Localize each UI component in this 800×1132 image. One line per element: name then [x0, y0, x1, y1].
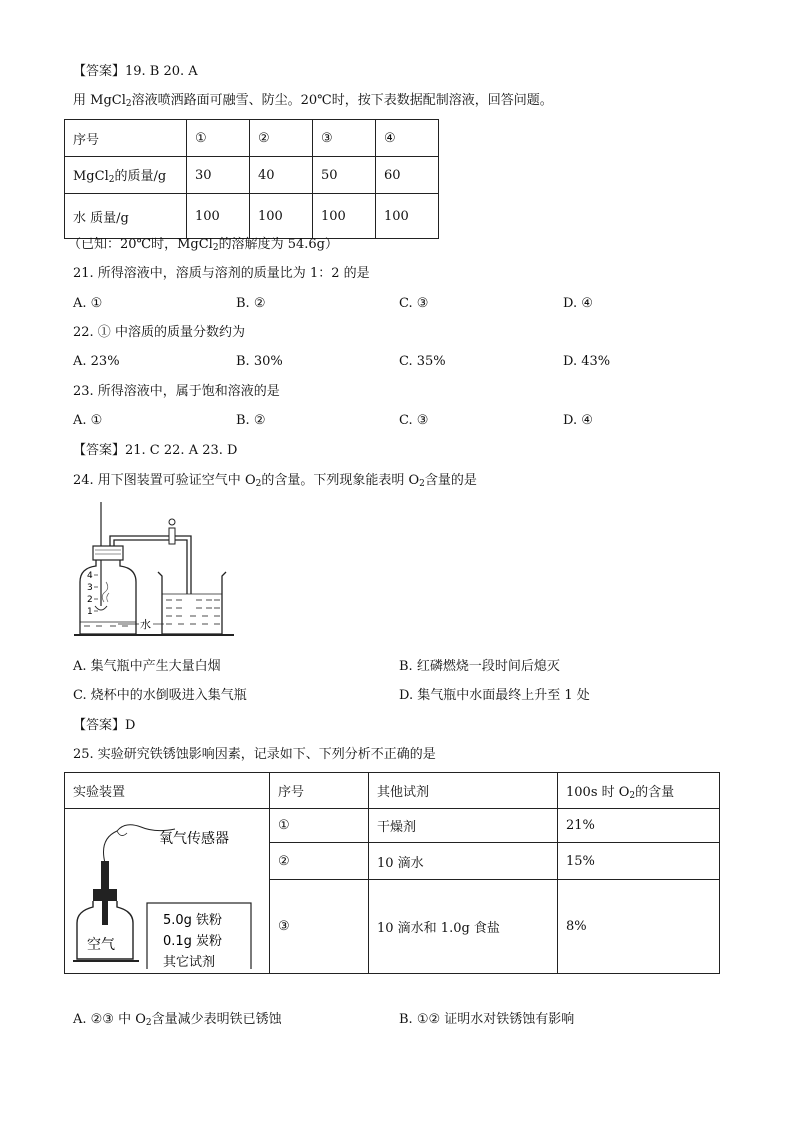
oxygen-sensor-label: 氧气传感器: [159, 831, 229, 847]
combustion-spoon: [95, 606, 107, 610]
option-a: [73, 1011, 282, 1032]
table-header: 序号: [270, 773, 369, 809]
table-cell: 100: [376, 194, 439, 239]
question-21-stem: 21. 所得溶液中，溶质与溶剂的质量比为 1：2 的是: [73, 266, 370, 281]
answer-24: 【答案】D: [73, 718, 136, 733]
table-cell: 10 滴水: [369, 843, 558, 880]
option-c: C. 35%: [399, 354, 446, 369]
table-cell: 50: [313, 157, 376, 194]
content-line: 5.0g 铁粉: [163, 913, 223, 928]
label-pre: MgCl: [73, 169, 109, 184]
table-cell: 40: [250, 157, 313, 194]
intro-text: [73, 92, 553, 113]
table-header: 实验装置: [65, 773, 270, 809]
header-pre: 100s 时 O: [566, 784, 630, 800]
question-24-stem: [73, 472, 477, 493]
note-pre: （已知：20℃时，MgCl: [68, 237, 213, 252]
stem-post: 含量的是: [424, 473, 477, 488]
air-label: 空气: [87, 937, 115, 953]
beaker: [158, 572, 226, 634]
scale-mark: 4: [87, 571, 93, 581]
stem-pre: 24. 用下图装置可验证空气中 O: [73, 473, 256, 488]
header-sub: 2: [629, 790, 636, 801]
table-cell: ③: [270, 880, 369, 974]
answer-19-20: 【答案】19. B 20. A: [73, 64, 198, 79]
table-cell: 8%: [558, 880, 720, 974]
option-d: D. 集气瓶中水面最终上升至 1 处: [399, 688, 590, 703]
stem-mid: 的含量。下列现象能表明 O: [261, 473, 420, 488]
intro-pre: 用 MgCl: [73, 93, 126, 108]
table-cell: 21%: [558, 809, 720, 843]
content-line: 0.1g 炭粉: [163, 934, 223, 949]
table-header: [558, 773, 720, 809]
table-cell: 序号: [65, 120, 187, 157]
table-cell: ③: [313, 120, 376, 157]
question-25-stem: 25. 实验研究铁锈蚀影响因素，记录如下、下列分析不正确的是: [73, 747, 436, 762]
option-c: C. 烧杯中的水倒吸进入集气瓶: [73, 688, 247, 703]
table-row: [65, 809, 720, 843]
content-line: 其它试剂: [163, 955, 216, 969]
option-a: A. 23%: [73, 354, 120, 369]
table-cell: 30: [187, 157, 250, 194]
question-22-stem: 22. ① 中溶质的质量分数约为: [73, 325, 245, 340]
iron-rust-apparatus: [65, 809, 269, 969]
table-row: [65, 157, 439, 194]
option-d: D. ④: [563, 296, 593, 311]
scale-mark: 3: [87, 583, 93, 593]
table-cell: 干燥剂: [369, 809, 558, 843]
stem-sub: 2: [255, 479, 262, 489]
option-b: B. ②: [236, 413, 266, 428]
table-cell: ①: [270, 809, 369, 843]
option-d: D. 43%: [563, 354, 611, 369]
table-header: 其他试剂: [369, 773, 558, 809]
scale-mark: 2: [87, 595, 93, 605]
iron-rust-table: [64, 772, 720, 974]
option-post: 含量减少表明铁已锈蚀: [151, 1012, 282, 1027]
table-cell: 100: [187, 194, 250, 239]
option-b: B. 30%: [236, 354, 283, 369]
note-post: 的溶解度为 54.6g）: [218, 237, 338, 252]
option-sub: 2: [145, 1018, 152, 1028]
solubility-note: [68, 236, 338, 257]
option-b: B. 红磷燃烧一段时间后熄灭: [399, 659, 560, 674]
mgcl2-table: [64, 119, 439, 239]
water-label: 水: [140, 618, 151, 631]
table-cell: 水 质量/g: [65, 194, 187, 239]
option-a: A. ①: [73, 413, 103, 428]
option-c: C. ③: [399, 413, 429, 428]
answer-21-23: 【答案】21. C 22. A 23. D: [73, 443, 238, 458]
connecting-tube: [110, 536, 191, 594]
table-row: [65, 773, 720, 809]
table-cell: ②: [270, 843, 369, 880]
table-cell: ④: [376, 120, 439, 157]
option-c: C. ③: [399, 296, 429, 311]
table-cell: 15%: [558, 843, 720, 880]
table-row: [65, 194, 439, 239]
rubber-stopper: [93, 546, 123, 560]
table-cell: 100: [313, 194, 376, 239]
label-post: 的质量/g: [114, 169, 167, 184]
table-cell: ②: [250, 120, 313, 157]
table-cell: ①: [187, 120, 250, 157]
option-a: A. ①: [73, 296, 103, 311]
sensor-probe: [101, 861, 109, 891]
option-pre: A. ②③ 中 O: [73, 1012, 146, 1027]
option-b: B. ①② 证明水对铁锈蚀有影响: [399, 1012, 575, 1027]
option-d: D. ④: [563, 413, 593, 428]
intro-post: 溶液喷洒路面可融雪、防尘。20℃时，按下表数据配制溶液，回答问题。: [131, 93, 553, 108]
option-b: B. ②: [236, 296, 266, 311]
clamp-icon: [169, 528, 175, 544]
stem-sub: 2: [419, 479, 425, 489]
scale-mark: 1: [87, 607, 93, 617]
table-row: [65, 120, 439, 157]
oxygen-experiment-figure: [74, 502, 244, 642]
intro-sub: 2: [125, 99, 132, 109]
option-a: A. 集气瓶中产生大量白烟: [73, 659, 221, 674]
table-cell: [65, 157, 187, 194]
table-cell: 10 滴水和 1.0g 食盐: [369, 880, 558, 974]
device-figure-cell: [65, 809, 270, 974]
note-sub: 2: [212, 243, 219, 253]
label-sub: 2: [108, 175, 115, 185]
header-post: 的含量: [635, 784, 675, 800]
table-cell: 100: [250, 194, 313, 239]
question-23-stem: 23. 所得溶液中，属于饱和溶液的是: [73, 384, 280, 399]
table-cell: 60: [376, 157, 439, 194]
stopper: [93, 889, 117, 901]
